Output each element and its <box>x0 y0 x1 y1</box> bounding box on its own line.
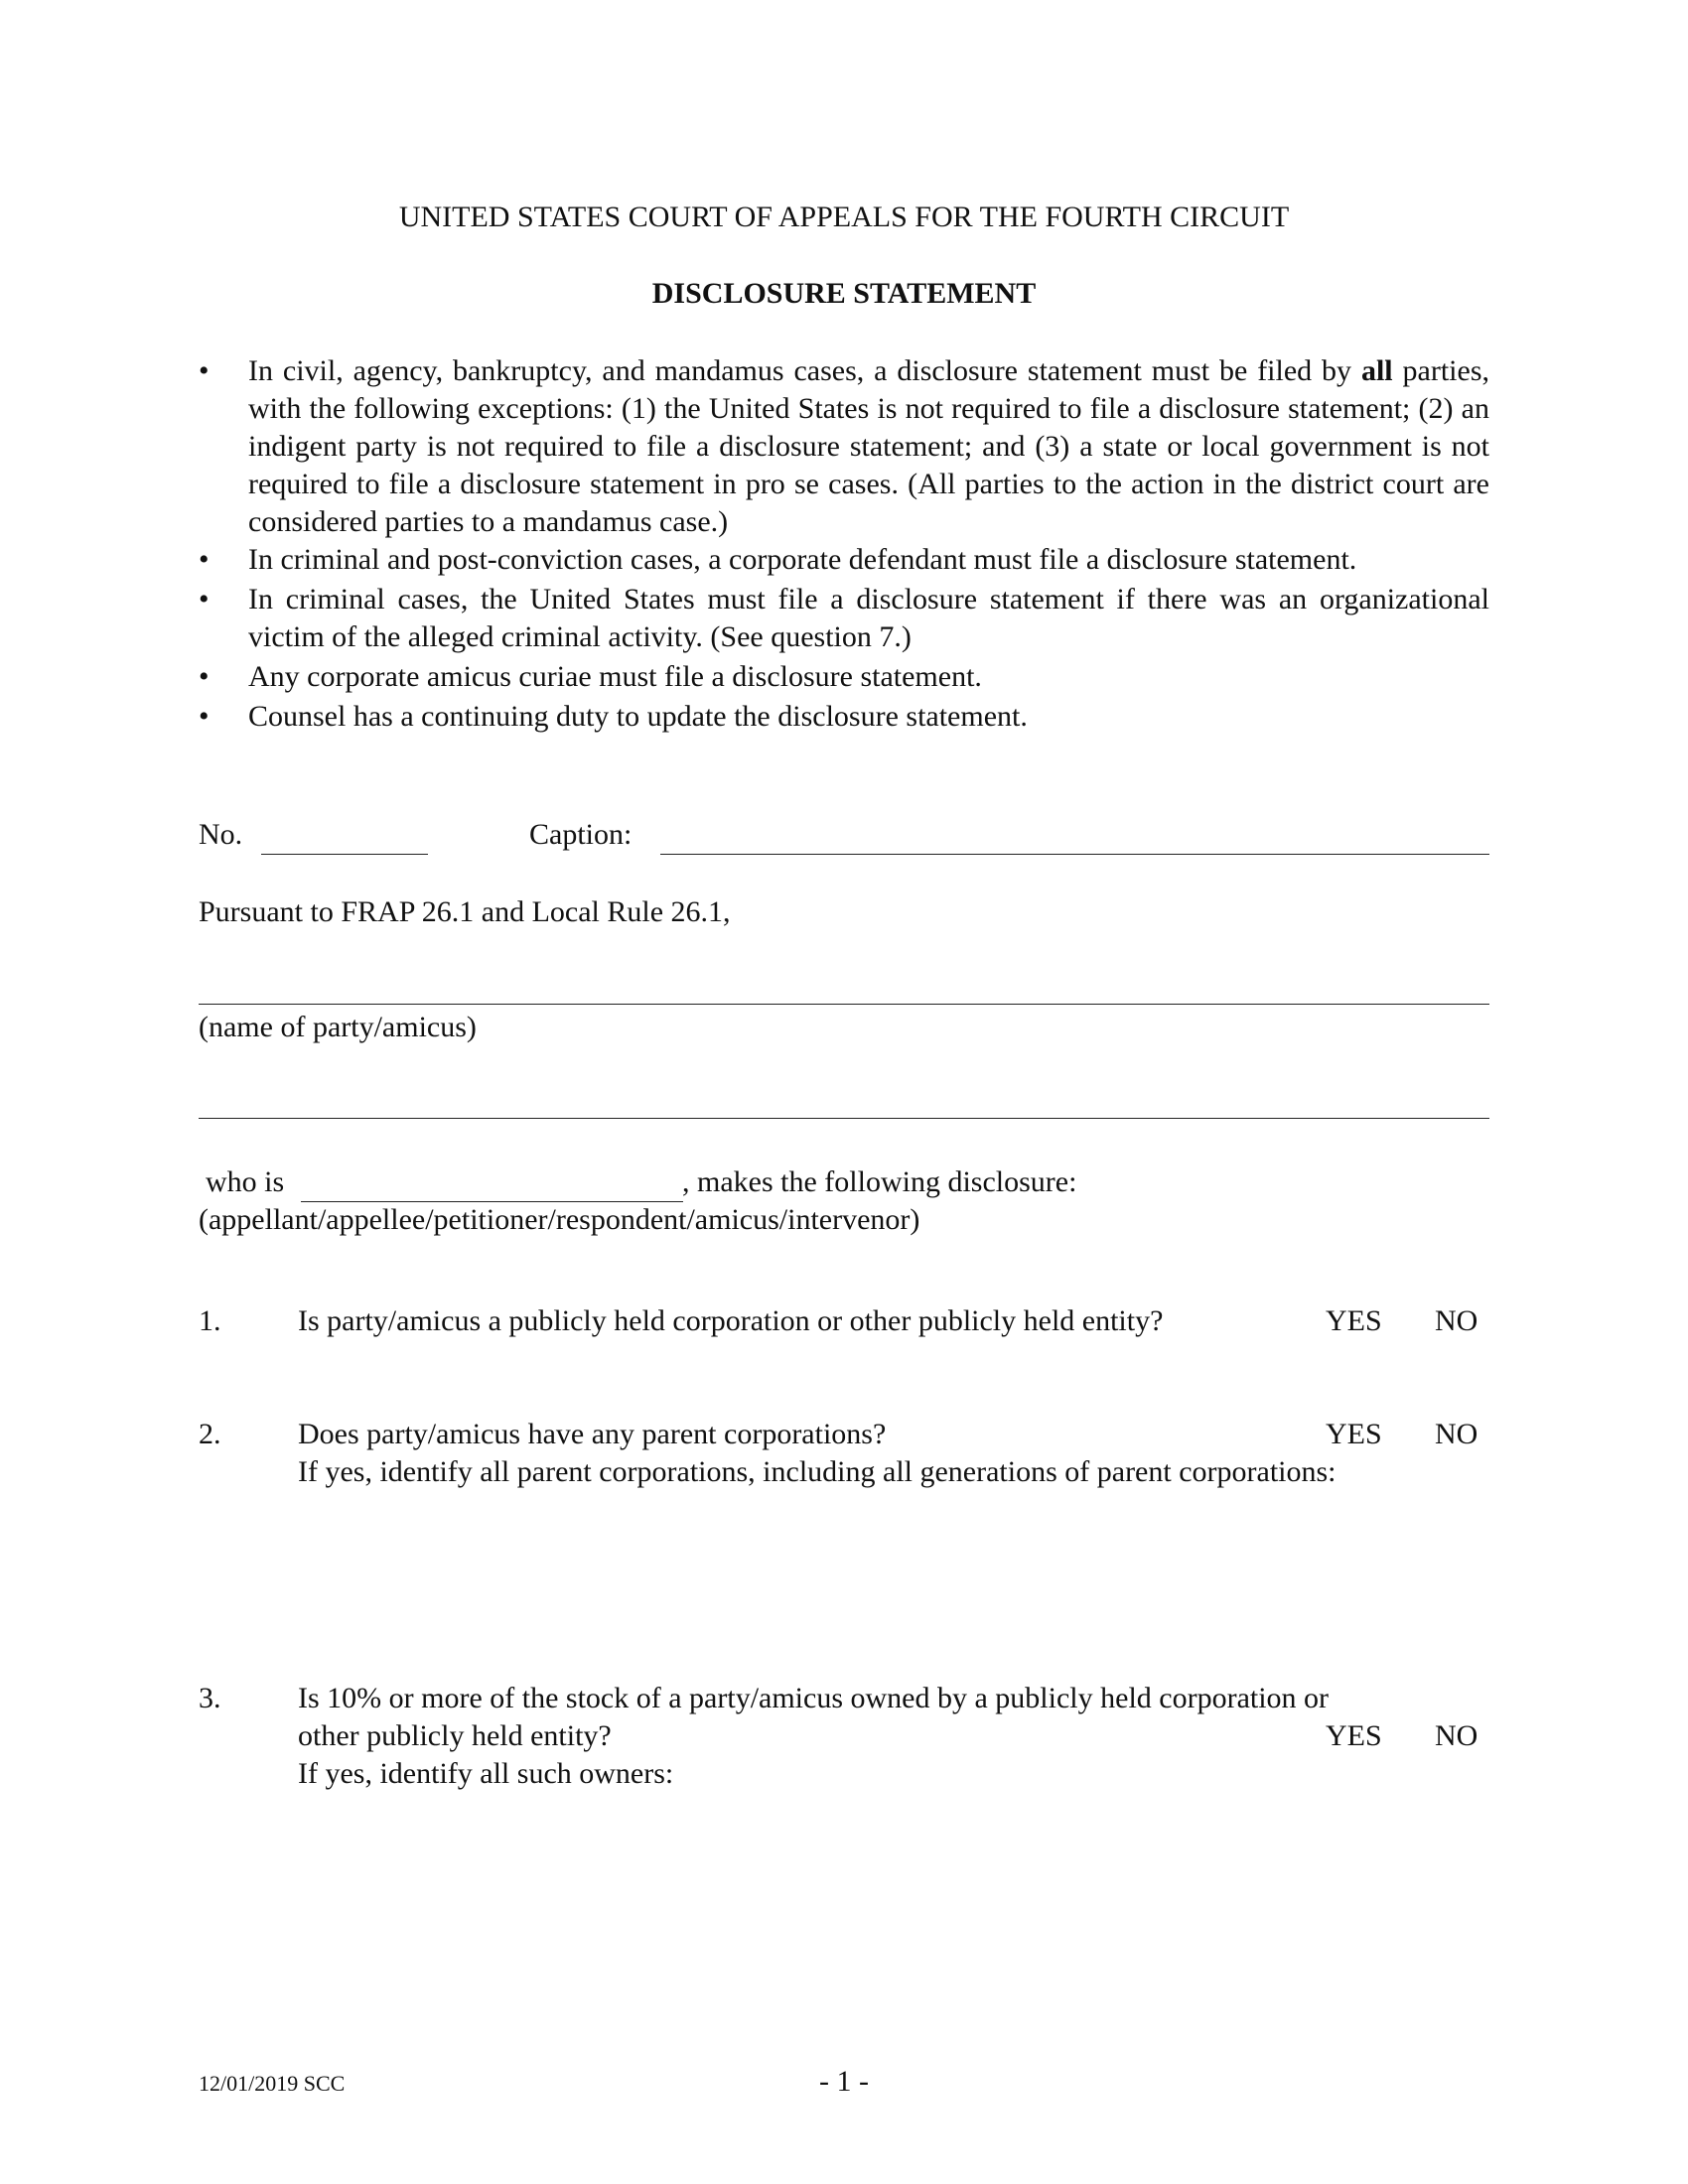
instruction-item: • Any corporate amicus curiae must file a disclosure statement. <box>199 658 1489 698</box>
pursuant-statement: Pursuant to FRAP 26.1 and Local Rule 26.1, <box>199 895 731 928</box>
case-number-field[interactable] <box>261 822 428 855</box>
question-followup: If yes, identify all such owners: <box>298 1757 674 1790</box>
bullet-icon: • <box>199 660 210 693</box>
yes-option[interactable]: YES <box>1326 1418 1382 1450</box>
bullet-icon: • <box>199 543 210 576</box>
caption-field[interactable] <box>660 822 1489 855</box>
party-name-field[interactable] <box>199 976 1489 1005</box>
question-text-continued: other publicly held entity? <box>298 1719 612 1752</box>
bullet-icon: • <box>199 700 210 733</box>
question-number: 2. <box>199 1418 221 1450</box>
question-text: Does party/amicus have any parent corporations? <box>298 1418 887 1450</box>
yes-option[interactable]: YES <box>1326 1304 1382 1337</box>
instruction-item: • Counsel has a continuing duty to update the disclosure statement. <box>199 698 1489 738</box>
party-name-continued-field[interactable] <box>199 1090 1489 1119</box>
question-text: Is party/amicus a publicly held corporation or other publicly held entity? <box>298 1304 1164 1337</box>
no-option[interactable]: NO <box>1435 1418 1478 1450</box>
question-number: 1. <box>199 1304 221 1337</box>
role-options: (appellant/appellee/petitioner/respondent/amicus/intervenor) <box>199 1203 920 1236</box>
instruction-item: • In criminal and post-conviction cases, a corporate defendant must file a disclosure statement. <box>199 541 1489 581</box>
instruction-item: • In civil, agency, bankruptcy, and mandamus cases, a disclosure statement must be filed by all parties, with the following exceptions: (1) the United States is not required to file a disclosure statement; (2) an indigent party is not required to file a disclosure statement; and (3) a state or local government is not required to file a disclosure statement in pro se cases. (All parties to the action in the district court are considered parties to a mandamus case.) <box>199 354 1489 538</box>
no-option[interactable]: NO <box>1435 1304 1478 1337</box>
party-name-label: (name of party/amicus) <box>199 1011 477 1043</box>
form-date-code: 12/01/2019 SCC <box>199 2071 346 2096</box>
disclosure-intro: , makes the following disclosure: <box>682 1165 1077 1198</box>
bullet-icon: • <box>199 583 210 615</box>
bullet-icon: • <box>199 354 210 387</box>
case-number-label: No. <box>199 818 243 851</box>
party-role-field[interactable] <box>301 1169 683 1202</box>
caption-label: Caption: <box>529 818 633 851</box>
question-followup: If yes, identify all parent corporations, including all generations of parent corporations: <box>298 1455 1336 1488</box>
instruction-item: • In criminal cases, the United States must file a disclosure statement if there was an organizational victim of the alleged criminal activity. (See question 7.) <box>199 583 1489 653</box>
instructions-list <box>199 352 1489 738</box>
who-is-label: who is <box>206 1165 285 1198</box>
question-text: Is 10% or more of the stock of a party/amicus owned by a publicly held corporation or <box>298 1682 1330 1714</box>
page-title: DISCLOSURE STATEMENT <box>651 277 1037 310</box>
no-option[interactable]: NO <box>1435 1719 1478 1752</box>
yes-option[interactable]: YES <box>1326 1719 1382 1752</box>
court-name: UNITED STATES COURT OF APPEALS FOR THE FOURTH CIRCUIT <box>398 201 1290 233</box>
page-number: - 1 - <box>819 2065 869 2098</box>
question-number: 3. <box>199 1682 221 1714</box>
